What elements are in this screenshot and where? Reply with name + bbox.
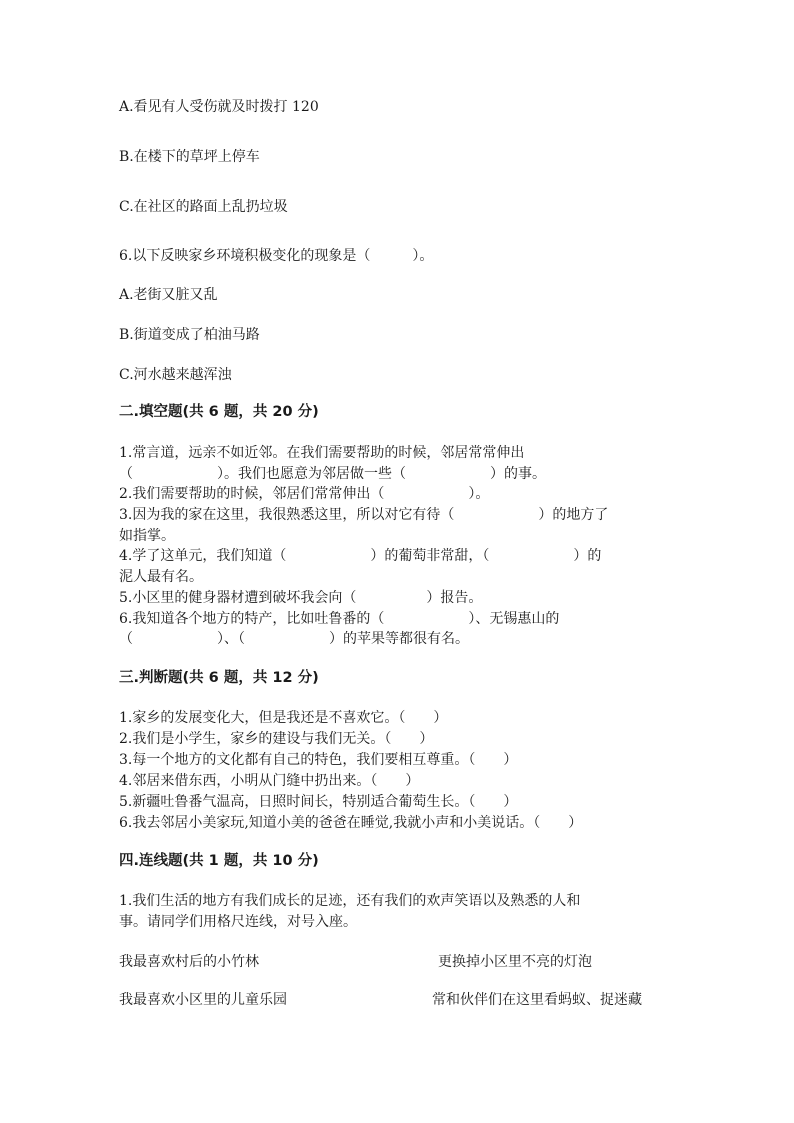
judge-line: 6.我去邻居小美家玩,知道小美的爸爸在睡觉,我就小声和小美说话。（ ） [119,815,583,831]
judge-line: 1.家乡的发展变化大，但是我还是不喜欢它。（ ） [119,710,448,726]
q5-option-c: C.在社区的路面上乱扔垃圾 [119,199,288,215]
section-heading-fill-blank: 二.填空题(共 6 题，共 20 分) [119,404,319,420]
matching-intro-line: 事。请同学们用格尺连线，对号入座。 [119,914,357,930]
fill-line: 1.常言道，远亲不如近邻。在我们需要帮助的时候，邻居常常伸出 [119,445,525,461]
matching-intro-line: 1.我们生活的地方有我们成长的足迹，还有我们的欢声笑语以及熟悉的人和 [119,893,581,909]
match-right-item: 更换掉小区里不亮的灯泡 [438,954,592,970]
q5-option-b: B.在楼下的草坪上停车 [119,149,260,165]
fill-line: 泥人最有名。 [119,569,203,585]
match-left-item: 我最喜欢小区里的儿童乐园 [119,992,287,1008]
judge-line: 3.每一个地方的文化都有自己的特色，我们要相互尊重。（ ） [119,752,518,768]
match-left-item: 我最喜欢村后的小竹林 [119,954,259,970]
fill-line: 3.因为我的家在这里，我很熟悉这里，所以对它有待（ ）的地方了 [119,507,609,523]
q6-stem: 6.以下反映家乡环境积极变化的现象是（ ）。 [119,248,434,264]
q6-option-b: B.街道变成了柏油马路 [119,327,260,343]
fill-line: 4.学了这单元，我们知道（ ）的葡萄非常甜，（ ）的 [119,548,602,564]
q6-option-a: A.老街又脏又乱 [119,287,218,303]
fill-line: 2.我们需要帮助的时候，邻居们常常伸出（ ）。 [119,486,490,502]
fill-line: （ ）。我们也愿意为邻居做一些（ ）的事。 [119,466,546,482]
match-right-item: 常和伙伴们在这里看蚂蚁、捉迷藏 [432,992,642,1008]
fill-line: 如指掌。 [119,528,175,544]
q6-option-c: C.河水越来越浑浊 [119,367,232,383]
section-heading-judgement: 三.判断题(共 6 题，共 12 分) [119,670,319,686]
judge-line: 4.邻居来借东西，小明从门缝中扔出来。（ ） [119,773,420,789]
judge-line: 2.我们是小学生，家乡的建设与我们无关。（ ） [119,731,434,747]
fill-line: 6.我知道各个地方的特产，比如吐鲁番的（ ）、无锡惠山的 [119,611,560,627]
section-heading-matching: 四.连线题(共 1 题，共 10 分) [119,853,319,869]
judge-line: 5.新疆吐鲁番气温高，日照时间长，特别适合葡萄生长。（ ） [119,794,518,810]
q5-option-a: A.看见有人受伤就及时拨打 120 [119,99,319,115]
fill-line: （ ）、（ ）的苹果等都很有名。 [119,631,469,647]
fill-line: 5.小区里的健身器材遭到破坏我会向（ ）报告。 [119,590,483,606]
